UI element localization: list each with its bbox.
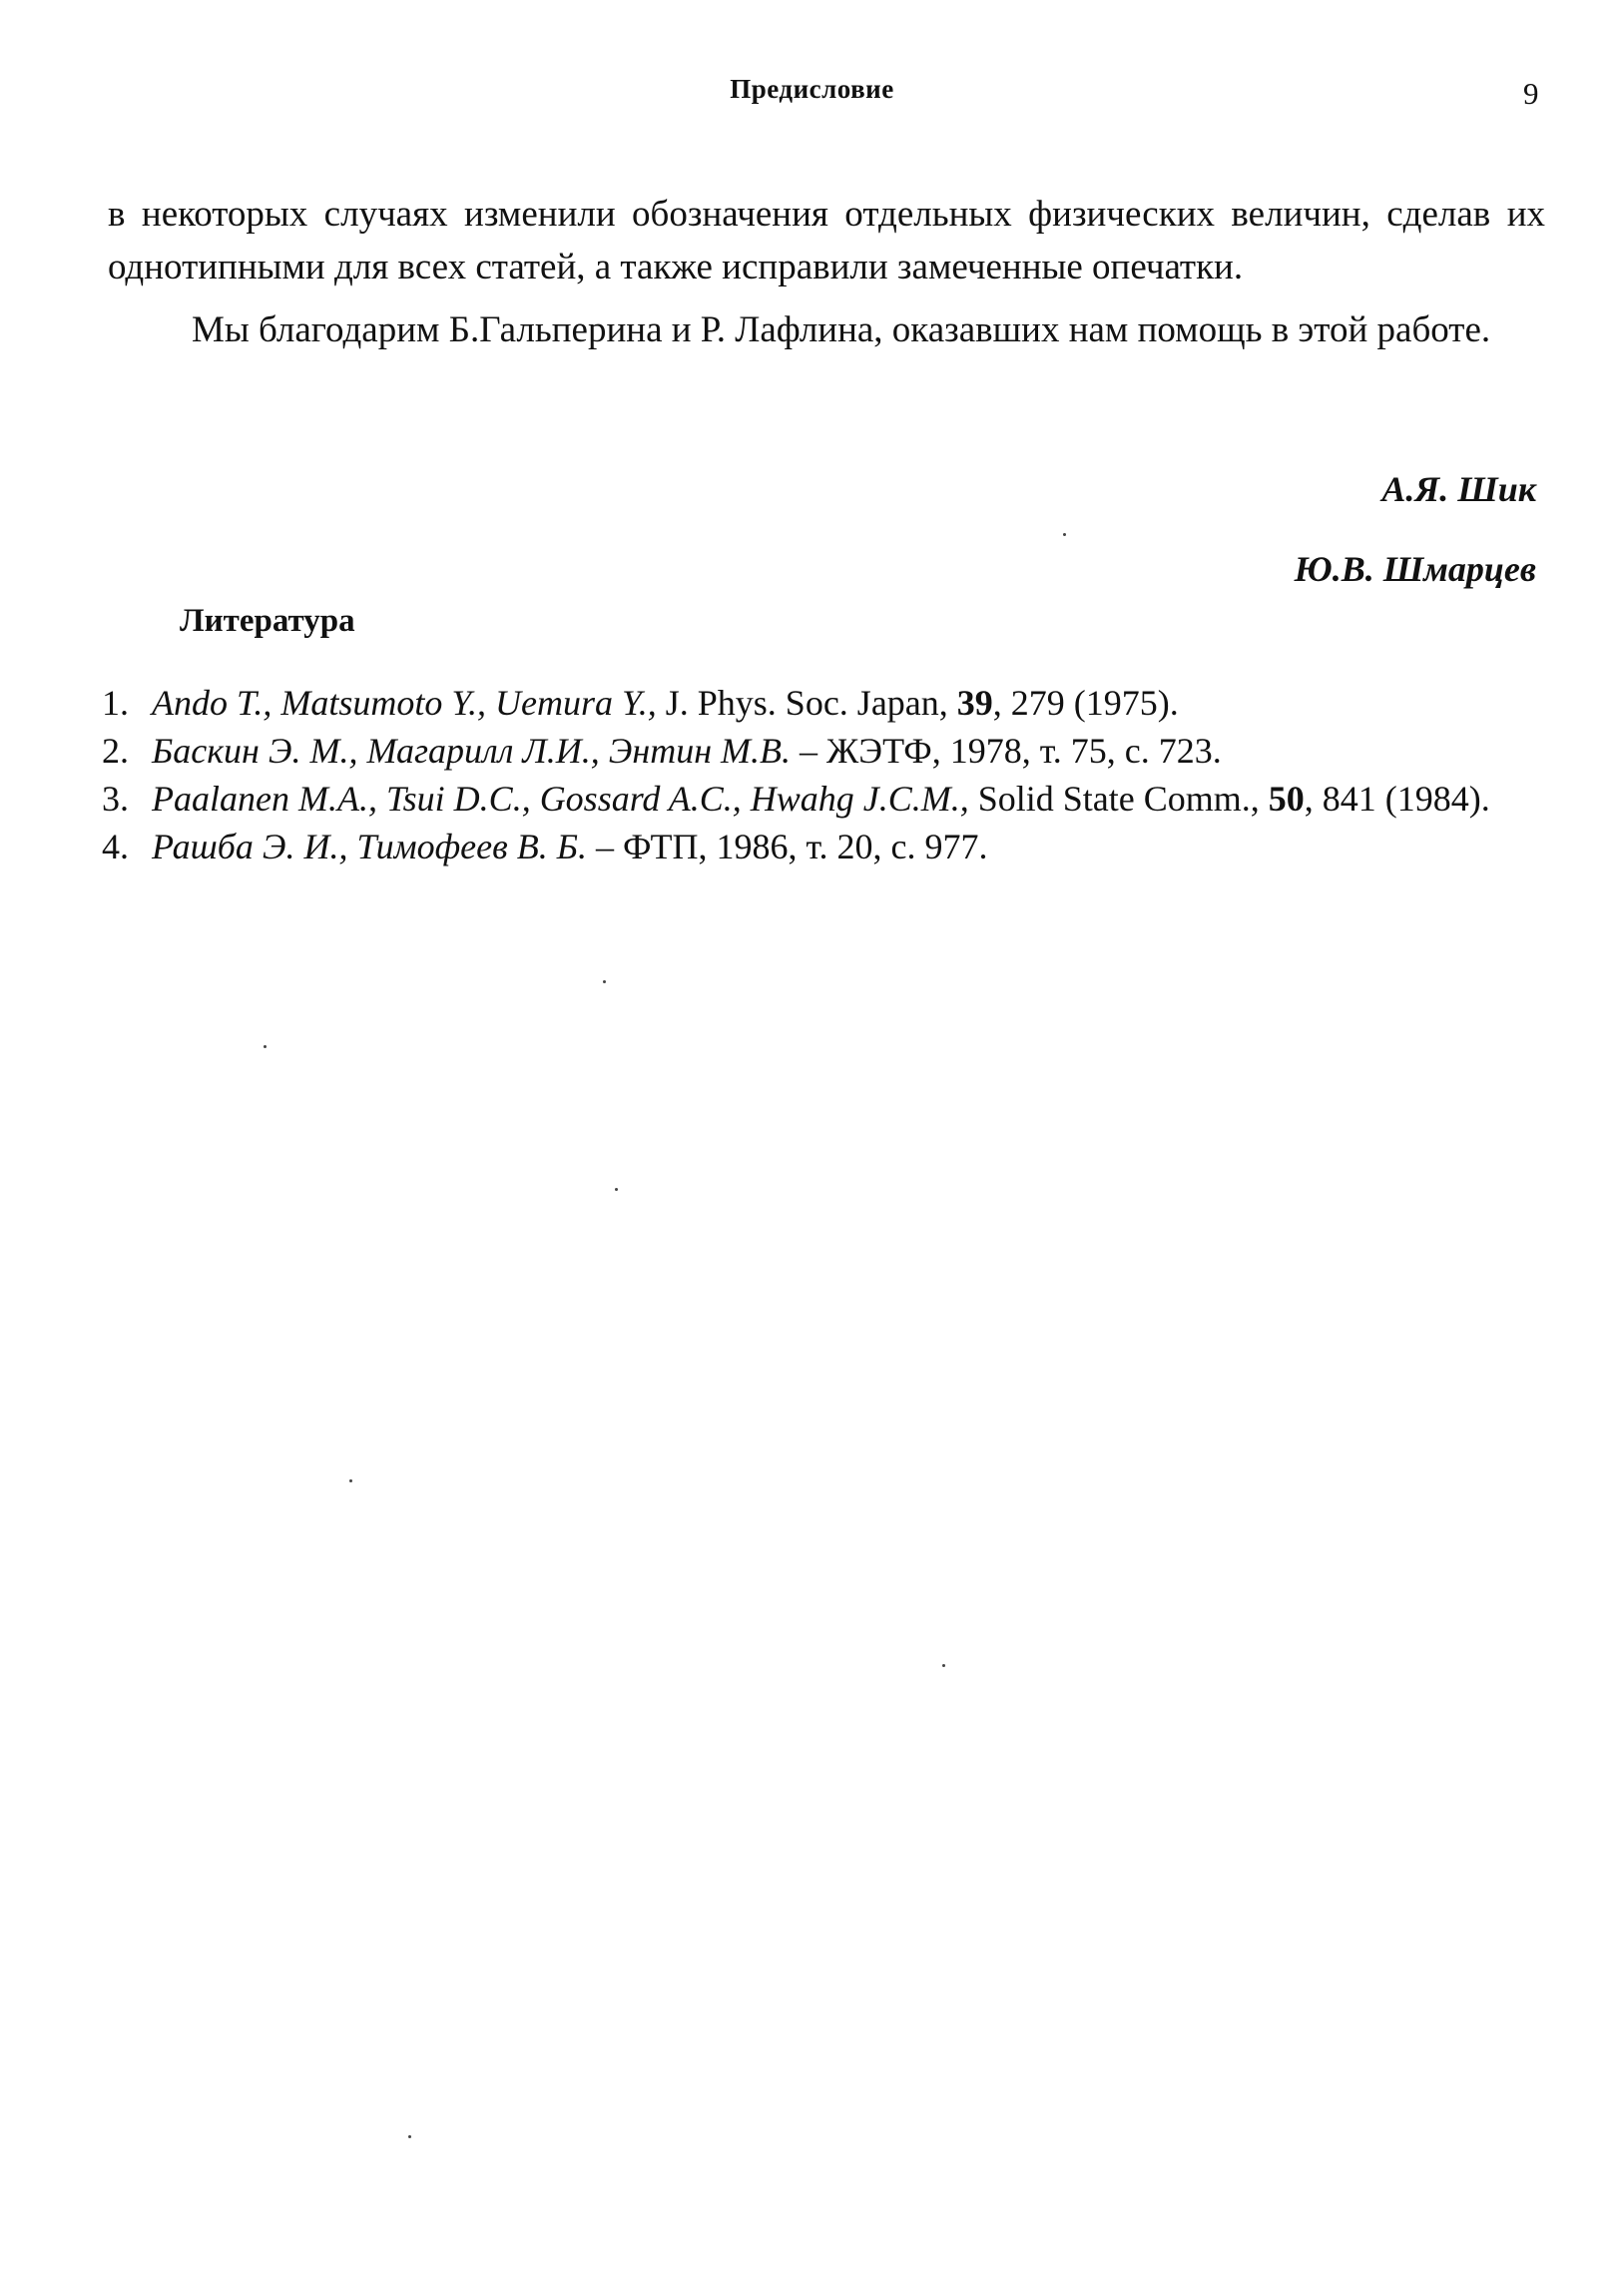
reference-item <box>102 823 1549 870</box>
reference-source: – ЖЭТФ, 1978, т. 75, с. 723. <box>791 731 1222 771</box>
scan-speck <box>615 1188 618 1191</box>
paragraph: Мы благодарим Б.Гальперина и Р. Лафлина, оказавших нам помощь в этой работе. <box>192 309 1491 350</box>
signatures <box>1295 449 1536 609</box>
scan-speck <box>942 1664 945 1667</box>
reference-item <box>102 727 1549 775</box>
body-text <box>108 188 1545 356</box>
reference-number: 3. <box>102 779 129 819</box>
reference-authors: Рашба Э. И., Тимофеев В. Б. <box>152 827 587 866</box>
references-list <box>102 679 1549 870</box>
reference-volume: 50 <box>1268 779 1305 819</box>
running-title: Предисловие <box>730 74 894 104</box>
reference-source: J. Phys. Soc. Japan, <box>656 683 957 723</box>
reference-item <box>102 679 1549 727</box>
scan-speck <box>603 980 606 983</box>
reference-number: 2. <box>102 731 129 771</box>
reference-source: Solid State Comm., <box>968 779 1269 819</box>
reference-rest: , 279 (1975). <box>992 683 1179 723</box>
reference-authors: Ando T., Matsumoto Y., Uemura Y., <box>152 683 657 723</box>
signature-name: Ю.В. Шмарцев <box>1294 549 1536 589</box>
reference-authors: Paalanen M.A., Tsui D.C., Gossard A.C., Hwahg J.C.M., <box>152 779 969 819</box>
reference-item <box>102 775 1549 823</box>
references-heading: Литература <box>180 603 355 639</box>
scan-speck <box>408 2135 411 2138</box>
reference-number: 4. <box>102 827 129 866</box>
scan-speck <box>349 1479 352 1482</box>
signature-name: А.Я. Шик <box>1381 469 1536 509</box>
reference-authors: Баскин Э. М., Магарилл Л.И., Энтин М.В. <box>152 731 792 771</box>
page-number: 9 <box>1523 76 1539 111</box>
reference-source: – ФТП, 1986, т. 20, с. 977. <box>586 827 988 866</box>
reference-number: 1. <box>102 683 129 723</box>
paragraph: в некоторых случаях изменили обозначения отдельных физических величин, сделав их однотипными для всех статей, а также исправили замеченные опечатки. <box>108 194 1545 287</box>
reference-volume: 39 <box>956 683 993 723</box>
scan-speck <box>1063 533 1066 536</box>
scan-speck <box>264 1045 267 1048</box>
reference-rest: , 841 (1984). <box>1304 779 1490 819</box>
